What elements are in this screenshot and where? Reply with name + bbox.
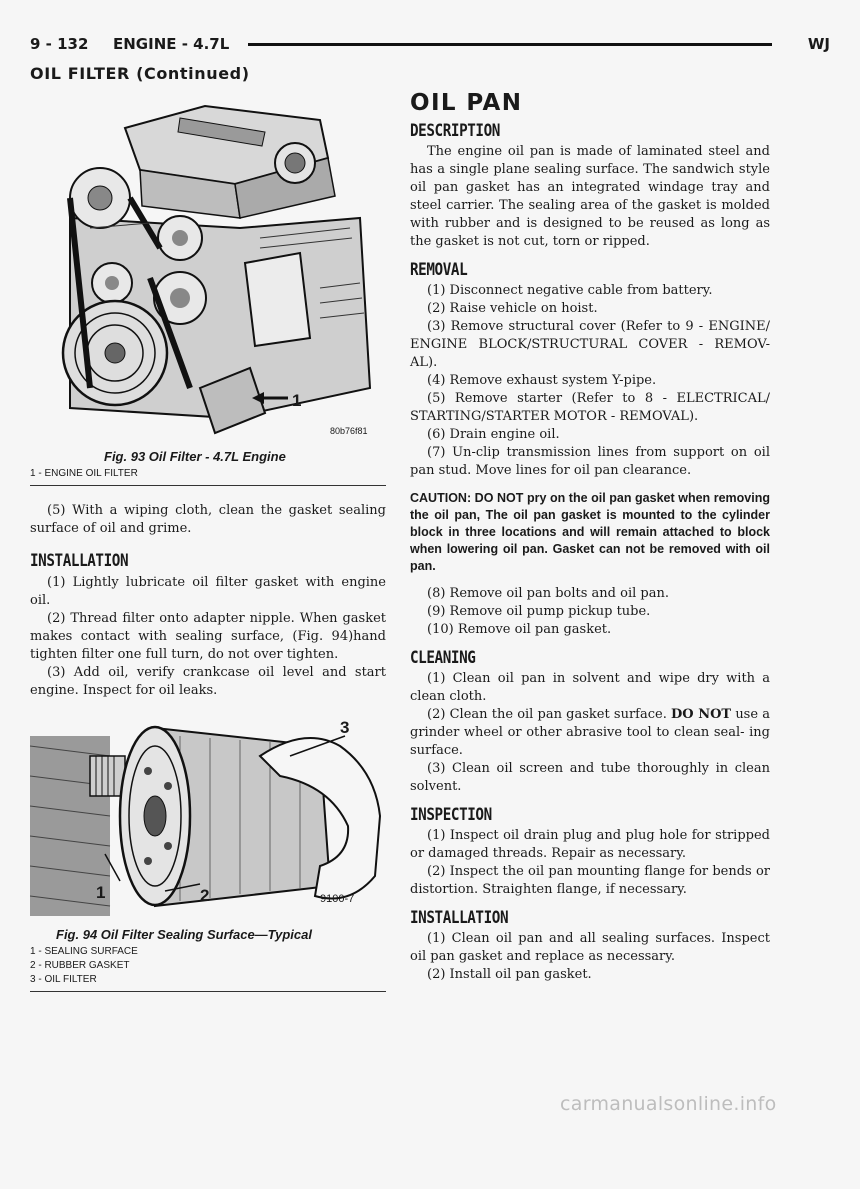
- list-item: (1) Clean oil pan in solvent and wipe dry with a clean cloth.: [410, 671, 770, 704]
- continued-title: OIL FILTER (Continued): [30, 64, 250, 83]
- figure-94-code: 9100-7: [320, 893, 355, 905]
- paragraph: (1) Lightly lubricate oil filter gasket with engine oil.: [30, 575, 386, 608]
- list-item: (2) Raise vehicle on hoist.: [427, 301, 598, 316]
- list-item: (1) Inspect oil drain plug and plug hole for stripped or damaged threads. Repair as necessary.: [410, 828, 770, 861]
- paragraph: The engine oil pan is made of laminated steel and has a single plane sealing surface. The sandwich style oil pan gasket has an integrated windage tray and steel carrier. The sealing area of the gasket is molded with rubber and is designed to be reused as long as the gasket is not cut, torn or ripped.: [410, 144, 770, 249]
- figure-94: [30, 716, 386, 992]
- list-item: (4) Remove exhaust system Y-pipe.: [427, 373, 657, 388]
- divider: [30, 991, 386, 992]
- page-number: 9 - 132: [30, 35, 89, 53]
- paragraph: (3) Add oil, verify crankcase oil level and start engine. Inspect for oil leaks.: [30, 665, 386, 698]
- cleaning-steps: [410, 670, 770, 796]
- divider: [30, 485, 386, 486]
- list-item: (1) Disconnect negative cable from battery.: [427, 283, 713, 298]
- legend-item: 1 - ENGINE OIL FILTER: [30, 468, 138, 479]
- list-item: (2) Inspect the oil pan mounting flange for bends or distortion. Straighten flange, if necessary.: [410, 864, 770, 897]
- watermark: carmanualsonline.info: [560, 1093, 777, 1115]
- installation-heading: INSTALLATION: [410, 908, 509, 928]
- callout-1: 1: [96, 883, 106, 902]
- list-item: (9) Remove oil pump pickup tube.: [427, 604, 651, 619]
- right-column: [410, 88, 770, 984]
- installation-heading: INSTALLATION: [30, 551, 129, 571]
- figure-93: [30, 88, 386, 486]
- section-title: ENGINE - 4.7L: [113, 35, 230, 53]
- step-text: (2) Clean the oil pan gasket surface.: [427, 707, 667, 722]
- step-text: use a grinder wheel or other abrasive tool to clean seal- ing surface.: [410, 707, 770, 758]
- header-rule: [248, 43, 772, 46]
- list-item: (8) Remove oil pan bolts and oil pan.: [427, 586, 669, 601]
- list-item: (7) Un-clip transmission lines from support on oil pan stud. Move lines for oil pan clearance.: [410, 445, 770, 478]
- inspection-heading: INSPECTION: [410, 805, 492, 825]
- oil-pan-title: OIL PAN: [410, 90, 523, 116]
- model-code: WJ: [807, 35, 830, 53]
- left-body: [30, 502, 386, 700]
- callout-1: 1: [292, 391, 302, 410]
- legend-item: 2 - RUBBER GASKET: [30, 960, 130, 971]
- list-item: (10) Remove oil pan gasket.: [427, 622, 612, 637]
- legend-item: 3 - OIL FILTER: [30, 974, 97, 985]
- removal-steps: [410, 282, 770, 480]
- warning-emphasis: DO NOT: [671, 707, 732, 722]
- figure-93-legend: [30, 467, 386, 481]
- list-item: (2) Install oil pan gasket.: [427, 967, 592, 982]
- cleaning-heading: CLEANING: [410, 648, 476, 668]
- installation-steps: [410, 930, 770, 984]
- legend-item: 1 - SEALING SURFACE: [30, 946, 138, 957]
- list-item: (1) Clean oil pan and all sealing surfaces. Inspect oil pan gasket and replace as necessary.: [410, 931, 770, 964]
- figure-94-legend: [30, 945, 386, 987]
- figure-93-caption: Fig. 93 Oil Filter - 4.7L Engine: [104, 449, 286, 464]
- list-item: (3) Remove structural cover (Refer to 9 - ENGINE/ ENGINE BLOCK/STRUCTURAL COVER - REMOV- AL).: [410, 319, 770, 370]
- description-heading: DESCRIPTION: [410, 121, 500, 141]
- callout-3: 3: [340, 718, 350, 737]
- paragraph: (2) Thread filter onto adapter nipple. When gasket makes contact with sealing surface, (Fig. 94)hand tighten filter one full turn, do not over tighten.: [30, 611, 386, 662]
- left-column: [30, 88, 386, 992]
- list-item: [410, 706, 770, 760]
- removal-steps-continued: [410, 585, 770, 639]
- paragraph: (5) With a wiping cloth, clean the gasket sealing surface of oil and grime.: [30, 503, 386, 536]
- page-header: [30, 33, 830, 57]
- figure-93-code: 80b76f81: [330, 426, 368, 436]
- caution-note: CAUTION: DO NOT pry on the oil pan gasket when removing the oil pan, The oil pan gasket is mounted to the cylinder block in three locations and will remain attached to block when lowering oil pan. Gasket can not be removed with oil pan.: [410, 491, 770, 573]
- engine-illustration: [30, 88, 386, 448]
- inspection-steps: [410, 827, 770, 899]
- callout-2: 2: [200, 886, 210, 905]
- figure-94-caption: Fig. 94 Oil Filter Sealing Surface—Typical: [56, 927, 312, 942]
- list-item: (6) Drain engine oil.: [427, 427, 560, 442]
- list-item: (5) Remove starter (Refer to 8 - ELECTRICAL/ STARTING/STARTER MOTOR - REMOVAL).: [410, 391, 770, 424]
- list-item: (3) Clean oil screen and tube thoroughly in clean solvent.: [410, 761, 770, 794]
- removal-heading: REMOVAL: [410, 260, 468, 280]
